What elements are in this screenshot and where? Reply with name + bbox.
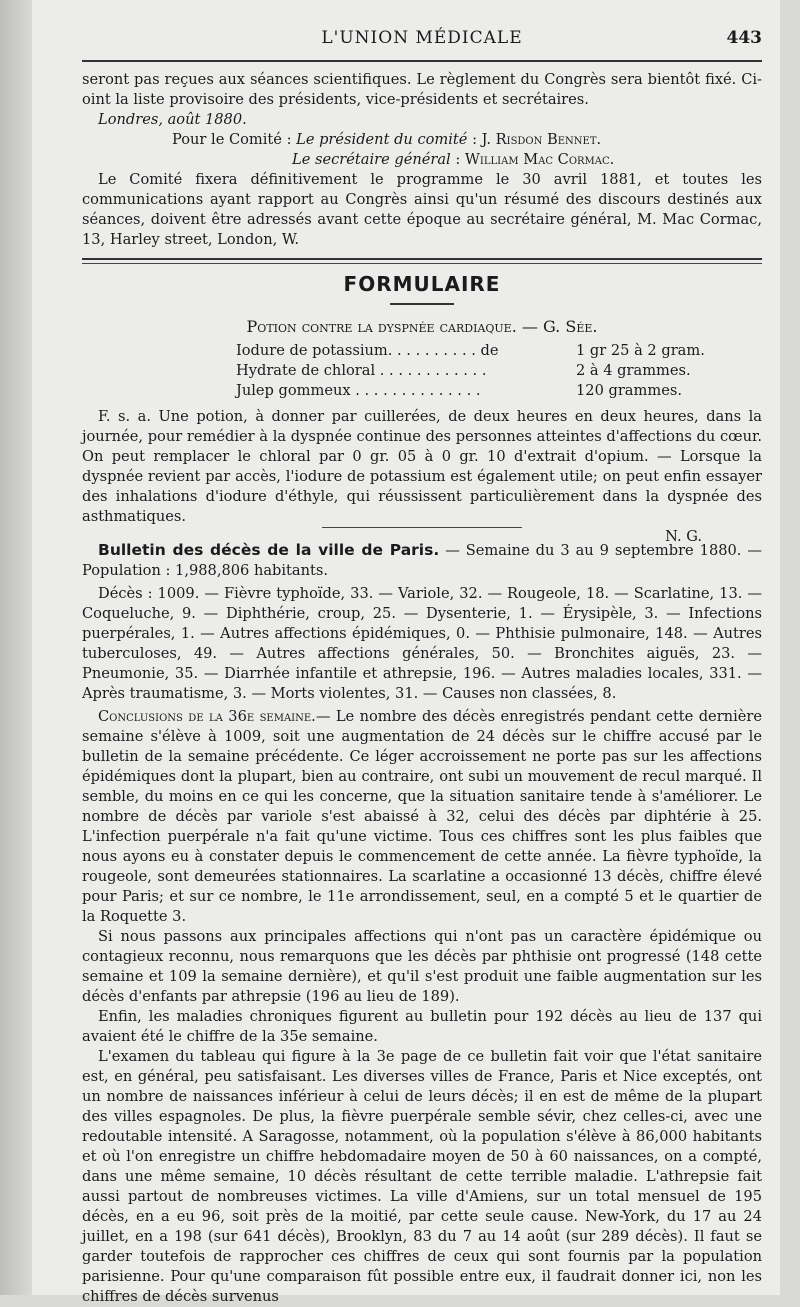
congress-paragraph-1: seront pas reçues aux séances scientifiques. Le règlement du Congrès sera bientôt fixé. Ci-oint la liste provisoire des présidents, vice-présidents et secrétaires. <box>82 71 762 108</box>
page-number: 443 <box>726 28 762 48</box>
bulletin-subtitle: — Semaine du 3 au 9 septembre 1880. — Population : 1,988,806 habitants. <box>82 542 762 579</box>
recipe-ingredients <box>82 341 762 401</box>
deaths-list: Décès : 1009. — Fièvre typhoïde, 33. — Variole, 32. — Rougeole, 18. — Scarlatine, 13. — Coqueluche, 9. — Diphthérie, croup, 25. — Dysenterie, 1. — Érysipèle, 3. — Infections puerpérales, 1. — Autres affections épidémiques, 0. — Phthisie pulmonaire, 148. — Autres tuberculoses, 49. — Autres affections générales, 50. — Bronchites aiguës, 23. — Pneumonie, 35. — Diarrhée infantile et athrepsie, 196. — Autres maladies locales, 331. — Après traumatisme, 3. — Morts violentes, 31. — Causes non classées, 8. <box>82 585 762 702</box>
section-rule-top <box>82 258 762 260</box>
ingredient-quantity: 2 à 4 grammes. <box>576 362 691 379</box>
formulaire-heading: FORMULAIRE <box>343 272 501 296</box>
bulletin-header <box>82 540 762 581</box>
conclusions-paragraph <box>82 707 762 927</box>
congress-section <box>82 70 762 250</box>
ingredient-quantity: 1 gr 25 à 2 gram. <box>576 342 705 359</box>
examen-paragraph: L'examen du tableau qui figure à la 3e page de ce bulletin fait voir que l'état sanitaire est, en général, peu satisfaisant. Les diverses villes de France, Paris et Nice exceptés, ont un nombre de naissances inférieur à celui de leurs décès; il en est de même de la plupart des villes espagnoles. De plus, la fièvre puerpérale semble sévir, chez celles-ci, avec une redoutable intensité. A Saragosse, notamment, où la population s'élève à 86,000 habitants et où l'on enregistre un chiffre hebdomadaire moyen de 50 à 60 naissances, on a compté, dans une même semaine, 10 décès résultant de cette terrible maladie. L'athrepsie fait aussi partout de nombreuses victimes. La ville d'Amiens, sur un total mensuel de 195 décès, en a eu 96, soit près de la moitié, par cette seule cause. New-York, du 17 au 24 juillet, en a 198 (sur 641 décès), Brooklyn, 83 du 7 au 14 août (sur 289 décès). Il faut se garder toutefois de rapprocher ces chiffres de ceux qui sont fournis par la population parisienne. Pour qu'une comparaison fût possible entre eux, il faudrait donner ici, non les chiffres de décès survenus <box>82 1048 762 1305</box>
dateline: Londres, août 1880. <box>98 111 247 128</box>
signature-secretary <box>82 150 762 170</box>
signature-role-president: Le président du comité <box>296 131 468 148</box>
header-rule <box>82 60 762 62</box>
phthisie-paragraph: Si nous passons aux principales affections qui n'ont pas un caractère épidémique ou contagieux reconnu, nous remarquons que les décès par phthisie ont progressé (148 cette semaine et 109 la semaine dernière), et qu'il s'est produit une faible augmentation sur les décès d'enfants par athrepsie (196 au lieu de 189). <box>82 928 762 1005</box>
signature-president <box>82 130 762 150</box>
signature-name-president: : J. Risdon Bennet. <box>467 131 602 148</box>
ingredient-name: Julep gommeux . . . . . . . . . . . . . . <box>236 382 481 399</box>
page-sheet <box>32 0 780 1305</box>
signature-name-secretary: : William Mac Cormac. <box>450 151 615 168</box>
bulletin-title: Bulletin des décès de la ville de Paris. <box>98 541 440 559</box>
ingredient-row <box>82 361 762 381</box>
conclusions-label: Conclusions de la 36e semaine. <box>98 708 316 725</box>
ingredient-row <box>82 381 762 401</box>
heading-underline <box>390 303 454 305</box>
ingredient-row <box>82 341 762 361</box>
ingredient-quantity: 120 grammes. <box>576 382 682 399</box>
recipe-signature: N. G. <box>665 528 702 545</box>
conclusions-text: — Le nombre des décès enregistrés pendant cette dernière semaine s'élève à 1009, soit une augmentation de 24 décès sur le chiffre accusé par le bulletin de la semaine précédente. Ce léger accroissement ne porte pas sur les affections épidémiques dont la plupart, bien au contraire, ont subi un mouvement de recul marqué. Il semble, du moins en ce qui les concerne, que la situation sanitaire tende à s'améliorer. Le nombre de décès par variole s'est abaissé à 32, celui des décès par diphtérie à 25. L'infection puerpérale n'a fait qu'une victime. Tous ces chiffres sont les plus faibles que nous ayons eu à constater depuis le commencement de cette année. La fièvre typhoïde, la rougeole, sont demeurées stationnaires. La scarlatine a occasionné 13 décès, chiffre élevé pour Paris; et sur ce nombre, le 11e arrondissement, seul, en a compté 5 et le quartier de la Roquette 3. <box>82 708 762 925</box>
page-shadow-edge <box>0 0 32 1295</box>
recipe-instructions: F. s. a. Une potion, à donner par cuillerées, de deux heures en deux heures, dans la journée, pour remédier à la dyspnée continue des personnes atteintes d'affections du cœur. On peut remplacer le chloral par 0 gr. 05 à 0 gr. 10 d'extrait d'opium. — Lorsque la dyspnée revient par accès, l'iodure de potassium est également utile; on peut enfin essayer des inhalations d'iodure d'éthyle, qui réussissent particulièrement dans la dyspnée des asthmatiques. <box>82 408 762 525</box>
running-header <box>82 28 762 58</box>
formulaire-section <box>82 272 762 547</box>
bulletin-section <box>82 540 762 1307</box>
journal-title: L'UNION MÉDICALE <box>321 28 523 48</box>
ingredient-name: Hydrate de chloral . . . . . . . . . . . . <box>236 362 487 379</box>
recipe-title: Potion contre la dyspnée cardiaque. — G. Sée. <box>246 317 598 336</box>
section-rule-bottom <box>82 263 762 264</box>
signature-prefix: Pour le Comité : <box>172 131 297 148</box>
section-divider <box>322 527 522 528</box>
congress-paragraph-2: Le Comité fixera définitivement le programme le 30 avril 1881, et toutes les communications ayant rapport au Congrès ainsi qu'un résumé des discours destinés aux séances, doivent être adressés avant cette époque au secrétaire général, M. Mac Cormac, 13, Harley street, London, W. <box>82 171 762 248</box>
signature-role-secretary: Le secrétaire général <box>292 151 451 168</box>
ingredient-name: Iodure de potassium. . . . . . . . . . de <box>236 342 499 359</box>
chroniques-paragraph: Enfin, les maladies chroniques figurent au bulletin pour 192 décès au lieu de 137 qui avaient été le chiffre de la 35e semaine. <box>82 1008 762 1045</box>
